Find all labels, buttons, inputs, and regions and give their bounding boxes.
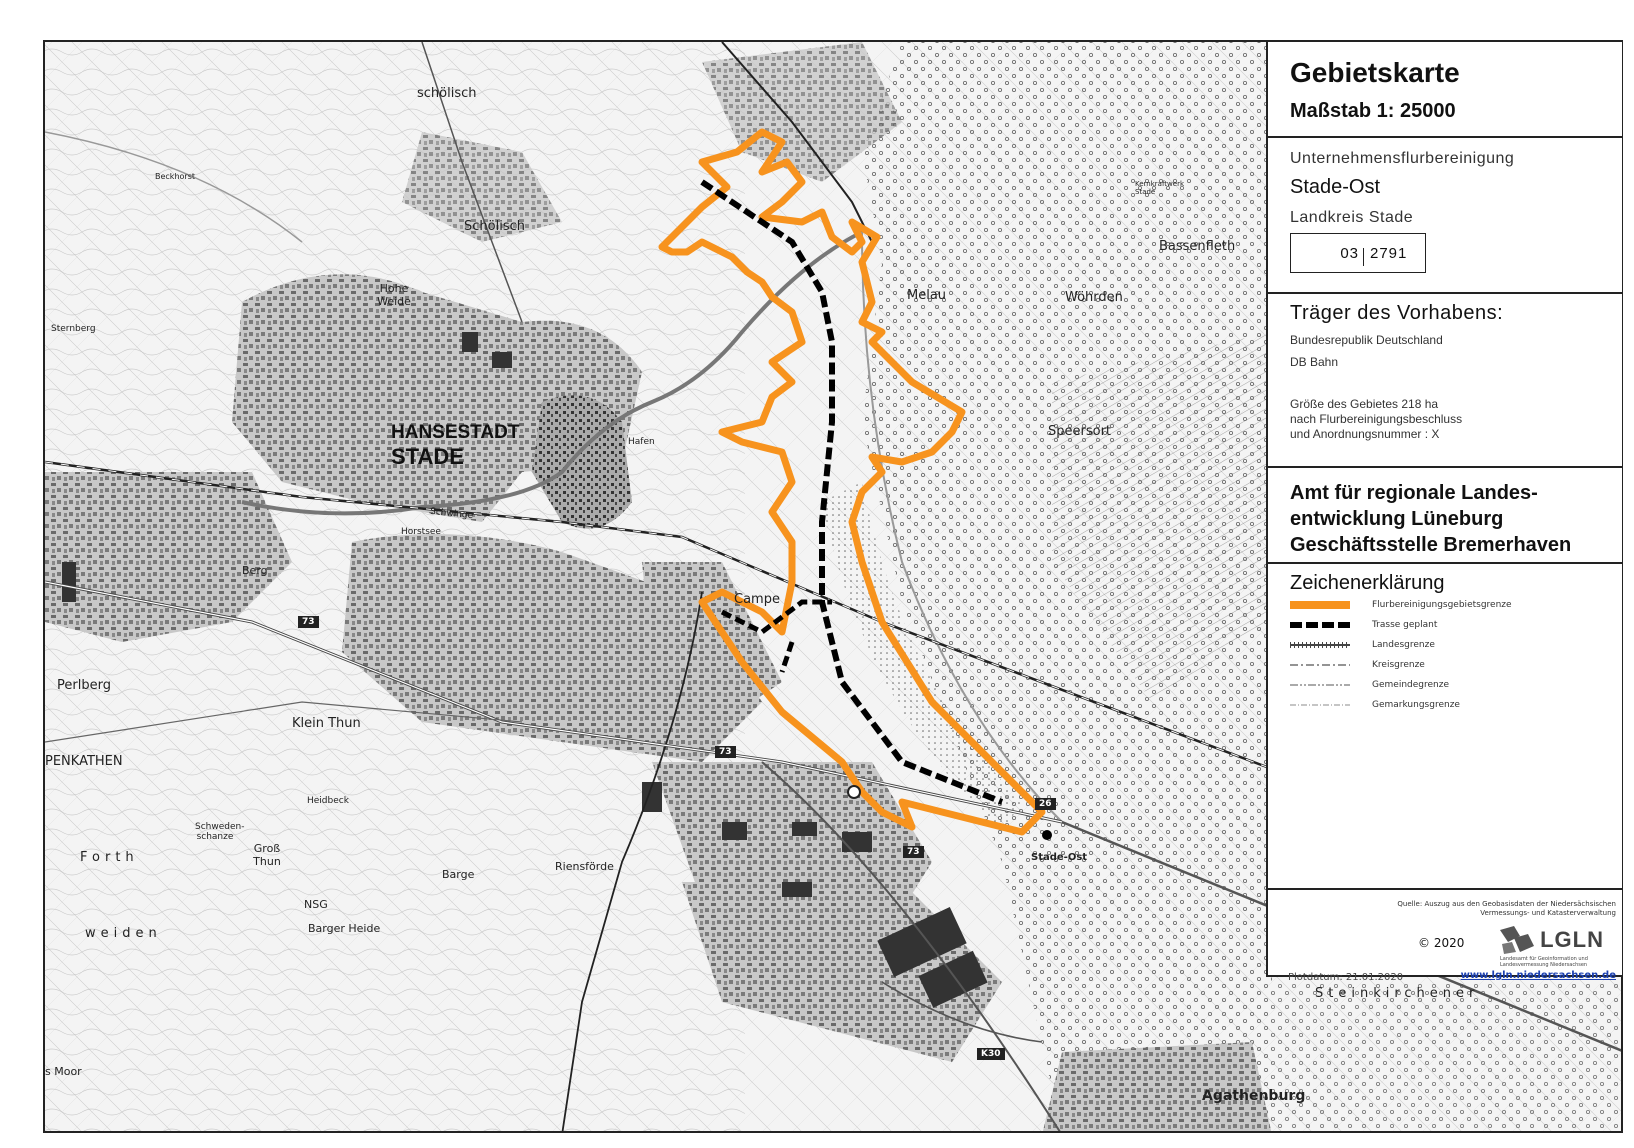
lgln-logo-subtitle: Landesamt für Geoinformation und Landesvermessung Niedersachsen <box>1500 956 1588 968</box>
label-riensforde: Riensförde <box>555 860 614 873</box>
carrier-section <box>1268 294 1622 468</box>
procedure-name: Stade-Ost <box>1290 176 1381 198</box>
procedure-number-right: 2791 <box>1370 244 1408 262</box>
legend-symbol-boundary <box>1290 599 1350 611</box>
footer-section <box>1268 888 1622 983</box>
label-barger-heide: Barger Heide <box>308 922 381 935</box>
label-horstsee: Horstsee <box>401 527 441 537</box>
label-wohrden: Wöhrden <box>1065 290 1123 305</box>
label-perlberg: Perlberg <box>57 678 111 693</box>
copyright: © 2020 <box>1418 936 1465 950</box>
label-agathenburg: Agathenburg <box>1202 1088 1306 1104</box>
legend-label-municipal-border: Gemeindegrenze <box>1372 680 1449 690</box>
label-penkathen: PENKATHEN <box>45 754 123 769</box>
label-hansestadt: HANSESTADT <box>391 422 520 443</box>
label-berg: Berg <box>242 564 268 577</box>
legend-item-boundary <box>1290 595 1600 615</box>
legend-title: Zeichenerklärung <box>1290 572 1445 594</box>
label-scholisch-small: schölisch <box>417 86 477 101</box>
office-line-2: entwicklung Lüneburg <box>1290 508 1504 530</box>
carrier-2: DB Bahn <box>1290 355 1339 369</box>
label-bassenfleth: Bassenfleth <box>1159 239 1236 254</box>
label-melau: Melau <box>907 288 947 303</box>
legend-symbol-district-border <box>1290 659 1350 671</box>
label-kernkraftwerk: Kernkraftwerk Stade <box>1135 180 1185 196</box>
label-campe: Campe <box>734 592 780 607</box>
label-schwinge: Schwinge <box>429 506 474 522</box>
carrier-label: Träger des Vorhabens: <box>1290 302 1504 324</box>
label-scholisch: Schölisch <box>464 219 525 234</box>
roundabout-marker <box>848 786 860 798</box>
lgln-logo-text: LGLN <box>1540 927 1604 952</box>
office-section <box>1268 468 1622 564</box>
procedure-section <box>1268 138 1622 294</box>
area-info-line-1: Größe des Gebietes 218 ha <box>1290 397 1439 411</box>
marsh-area-south <box>1272 982 1623 1133</box>
legend-symbol-route <box>1290 619 1350 631</box>
label-stade: STADE <box>391 444 464 469</box>
procedure-type: Unternehmensflurbereinigung <box>1290 150 1515 167</box>
office-line-3: Geschäftsstelle Bremerhaven <box>1290 534 1572 556</box>
road-badge-k30: K30 <box>977 1048 1005 1060</box>
lgln-logo <box>1498 924 1604 956</box>
legend-label-district-border: Kreisgrenze <box>1372 660 1425 670</box>
label-speersort: Speersort <box>1048 424 1112 439</box>
map-scale: Maßstab 1: 25000 <box>1290 100 1456 122</box>
source-note: Quelle: Auszug aus den Geobasisdaten der Niedersächsischen Vermessungs- und Katasterverwaltung <box>1397 900 1616 917</box>
plot-date: Plotdatum: 21.01.2020 <box>1288 972 1404 983</box>
title-section <box>1268 42 1622 138</box>
legend-label-state-border: Landesgrenze <box>1372 640 1435 650</box>
label-hohe-weide: Hohe Weide <box>377 282 411 308</box>
label-weiden: weiden <box>85 926 162 941</box>
procedure-number-box <box>1290 233 1426 273</box>
road-badge-b73-west: 73 <box>298 616 319 628</box>
district: Landkreis Stade <box>1290 209 1414 226</box>
lgln-logo-icon <box>1498 924 1536 956</box>
label-beckhorst: Beckhorst <box>155 172 195 181</box>
label-barge: Barge <box>442 868 475 881</box>
label-forth: Forth <box>80 850 139 865</box>
label-moor: s Moor <box>45 1065 82 1078</box>
office-line-1: Amt für regionale Landes- <box>1290 482 1538 504</box>
area-info-line-2: nach Flurbereinigungsbeschluss <box>1290 412 1463 426</box>
legend-section <box>1268 564 1622 860</box>
label-steinkirchener: Steinkirchener <box>1315 986 1480 1001</box>
title-block <box>1266 42 1622 983</box>
legend-symbol-state-border <box>1290 639 1350 651</box>
label-klein-thun: Klein Thun <box>292 716 361 731</box>
area-info-line-3: und Anordnungsnummer : X <box>1290 427 1440 441</box>
label-stade-ost: Stade-Ost <box>1031 852 1088 863</box>
legend-item-route <box>1290 615 1600 635</box>
legend-item-cadastral-border <box>1290 695 1600 715</box>
label-schwedenschanze: Schweden-schanze <box>195 822 245 842</box>
label-heidbeck: Heidbeck <box>307 796 349 806</box>
legend-item-municipal-border <box>1290 675 1600 695</box>
label-nsg: NSG <box>304 898 328 911</box>
legend-item-district-border <box>1290 655 1600 675</box>
carrier-1: Bundesrepublik Deutschland <box>1290 333 1443 347</box>
road-badge-b73-south: 73 <box>903 846 924 858</box>
legend-symbol-municipal-border <box>1290 679 1350 691</box>
legend-label-boundary: Flurbereinigungsgebietsgrenze <box>1372 600 1512 610</box>
area-info <box>1290 397 1600 442</box>
interchange-stade-ost-marker <box>1042 830 1052 840</box>
legend-label-cadastral-border: Gemarkungsgrenze <box>1372 700 1460 710</box>
legend-label-route: Trasse geplant <box>1372 620 1438 630</box>
map-title: Gebietskarte <box>1290 57 1460 88</box>
procedure-number-left: 03 <box>1340 244 1359 262</box>
label-sternberg: Sternberg <box>51 324 96 334</box>
legend-symbol-cadastral-border <box>1290 699 1350 711</box>
label-gross-thun: Groß Thun <box>253 842 281 868</box>
legend-item-state-border <box>1290 635 1600 655</box>
website-link[interactable]: www.lgln.niedersachsen.de <box>1460 970 1616 981</box>
label-hafen: Hafen <box>628 437 655 447</box>
road-badge-b73-center: 73 <box>715 746 736 758</box>
road-badge-a26: 26 <box>1035 798 1056 810</box>
